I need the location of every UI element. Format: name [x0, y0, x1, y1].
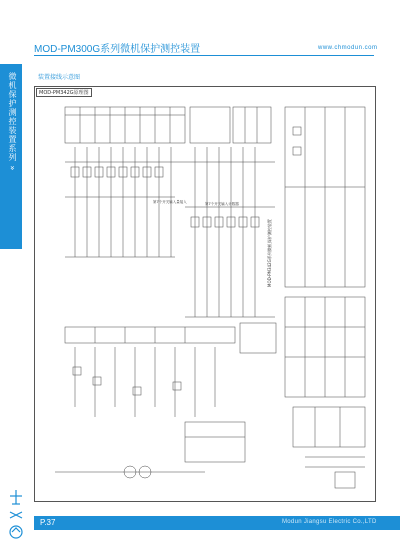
wiring-diagram-drawing [35, 87, 377, 503]
company-logo-icon [6, 488, 26, 542]
page-title: MOD-PM300G系列微机保护测控装置 [34, 44, 201, 55]
wiring-diagram [34, 86, 376, 502]
website-url[interactable]: www.chmodun.com [318, 45, 378, 51]
sidebar-label: 微机保护测控装置系列 » [8, 72, 17, 172]
diagram-note-a: 第7个开关输入量接入 [153, 200, 187, 204]
diagram-note-b: 第7个开关输入计数器 [205, 202, 239, 206]
company-name: Modun Jiangsu Electric Co.,LTD [282, 519, 377, 525]
page-number: P.37 [40, 518, 56, 527]
section-title: 装置接线示意图 [38, 74, 81, 81]
diagram-side-label: MOD-PM342G系列微机保护测控装置 [267, 219, 272, 287]
header-divider [34, 55, 374, 56]
diagram-label: MOD-PM342G原理图 [36, 88, 92, 97]
sidebar-tab [0, 64, 22, 249]
